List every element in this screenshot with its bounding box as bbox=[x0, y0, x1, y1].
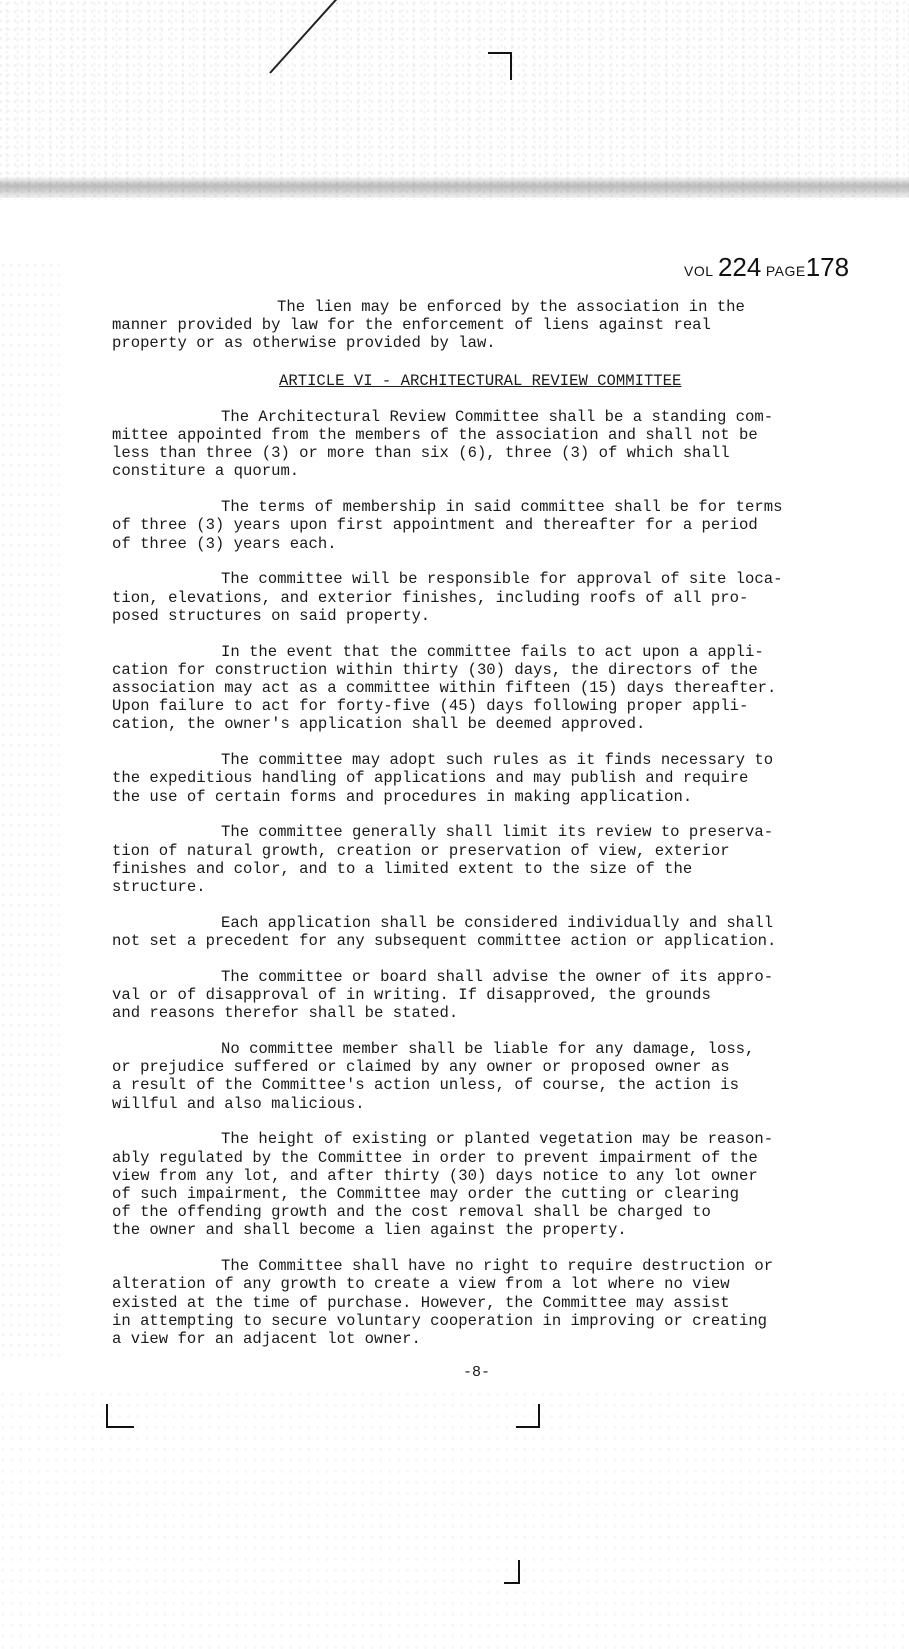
paragraph-committee-standing: The Architectural Review Committee shall be a standing com- mittee appointed from the members of the association and shall not be less than three (3) or more than six (6), three (3) of which shall constiture a quorum. bbox=[112, 407, 774, 481]
paragraph-membership-terms: The terms of membership in said committee shall be for terms of three (3) years upon first appointment and thereafter for a period of three (3) years each. bbox=[112, 498, 783, 553]
paragraph-failure-to-act: In the event that the committee fails to act upon a appli- cation for construction within thirty (30) days, the directors of the association may act as a committee within fifteen (15) days thereafter. Upon failure to act for forty-five (45) days following proper appli- cation, the owner's application shall be deemed approved. bbox=[112, 642, 777, 734]
page-reference-number: 178 bbox=[805, 252, 850, 282]
vol-number: 224 bbox=[717, 252, 762, 282]
paragraph-individual-consideration: Each application shall be considered individually and shall not set a precedent for any subsequent committee action or application. bbox=[112, 913, 777, 951]
crop-mark-lower bbox=[504, 1560, 520, 1584]
paragraph-vegetation: The height of existing or planted vegetation may be reason- ably regulated by the Committee in order to prevent impairment of the view from any lot, and after thirty (30) days notice to any lot owner of such impairment, the Committee may order the cutting or clearing of the offending growth and the cost removal shall be charged to the owner and shall become a lien against the property. bbox=[112, 1130, 774, 1240]
crop-mark-top bbox=[488, 52, 512, 80]
article-heading: ARTICLE VI - ARCHITECTURAL REVIEW COMMITTEE bbox=[279, 371, 682, 390]
page-label: PAGE bbox=[765, 263, 806, 279]
intro-paragraph: The lien may be enforced by the association in the manner provided by law for the enforcement of liens against real property or as otherwise provided by law. bbox=[112, 298, 745, 353]
scan-noise-bottom bbox=[0, 1390, 909, 1649]
paragraph-no-destruction: The Committee shall have no right to require destruction or alteration of any growth to create a view from a lot where no view existed at the time of purchase. However, the Committee may assist in attempting to secure voluntary cooperation in improving or creating a view for an adjacent lot owner. bbox=[112, 1257, 774, 1349]
paragraph-liability: No committee member shall be liable for any damage, loss, or prejudice suffered or claimed by any owner or proposed owner as a result of the Committee's action unless, of course, the action is willful and also malicious. bbox=[112, 1040, 755, 1113]
volume-page-reference bbox=[684, 252, 849, 283]
paragraph-rules: The committee may adopt such rules as it finds necessary to the expeditious handling of applications and may publish and require the use of certain forms and procedures in making application. bbox=[112, 751, 774, 806]
paragraph-advise-owner: The committee or board shall advise the owner of its appro- val or of disapproval of in writing. If disapproved, the grounds and reasons therefor shall be stated. bbox=[112, 967, 774, 1023]
document-body bbox=[112, 298, 894, 1366]
paragraph-review-scope: The committee generally shall limit its review to preserva- tion of natural growth, creation or preservation of view, exterior finishes and color, and to a limited extent to the size of the structure. bbox=[112, 823, 774, 897]
scan-noise-band bbox=[0, 176, 909, 198]
page-number: -8- bbox=[463, 1364, 491, 1381]
crop-mark-bottom-left bbox=[106, 1404, 134, 1428]
crop-mark-bottom-right bbox=[516, 1404, 540, 1428]
vol-label: VOL bbox=[684, 263, 714, 279]
scan-noise-left bbox=[0, 260, 60, 1360]
scan-noise-top bbox=[0, 0, 909, 200]
paragraph-responsibility: The committee will be responsible for approval of site loca- tion, elevations, and exterior finishes, including roofs of all pro- posed structures on said property. bbox=[112, 570, 783, 625]
